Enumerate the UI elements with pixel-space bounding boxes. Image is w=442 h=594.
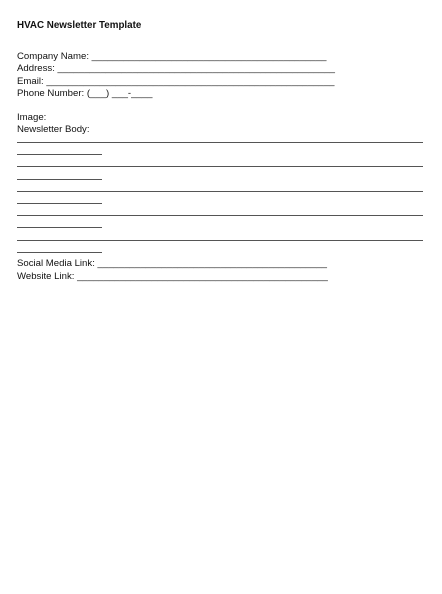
body-line-full bbox=[17, 234, 423, 246]
spacer bbox=[17, 100, 423, 112]
newsletter-body-lines bbox=[17, 137, 423, 259]
address-field: Address: ____________________________________________________ bbox=[17, 63, 335, 75]
body-line-full bbox=[17, 185, 423, 197]
body-line-full bbox=[17, 161, 423, 173]
body-line-short bbox=[17, 246, 423, 258]
newsletter-body-label: Newsletter Body: bbox=[17, 124, 90, 136]
document-title: HVAC Newsletter Template bbox=[17, 20, 142, 31]
document-page bbox=[17, 14, 423, 283]
body-line-full bbox=[17, 210, 423, 222]
body-line-short bbox=[17, 149, 423, 161]
body-line-short bbox=[17, 197, 423, 209]
image-field: Image: bbox=[17, 112, 47, 124]
email-field: Email: ______________________________________________________ bbox=[17, 75, 335, 87]
body-line-full bbox=[17, 137, 423, 149]
body-line-short bbox=[17, 173, 423, 185]
phone-number-field: Phone Number: (___) ___-____ bbox=[17, 87, 153, 99]
company-name-field: Company Name: ____________________________________________ bbox=[17, 51, 327, 63]
website-link-field: Website Link: _______________________________________________ bbox=[17, 270, 328, 282]
social-media-link-field: Social Media Link: ___________________________________________ bbox=[17, 258, 327, 270]
body-line-short bbox=[17, 222, 423, 234]
